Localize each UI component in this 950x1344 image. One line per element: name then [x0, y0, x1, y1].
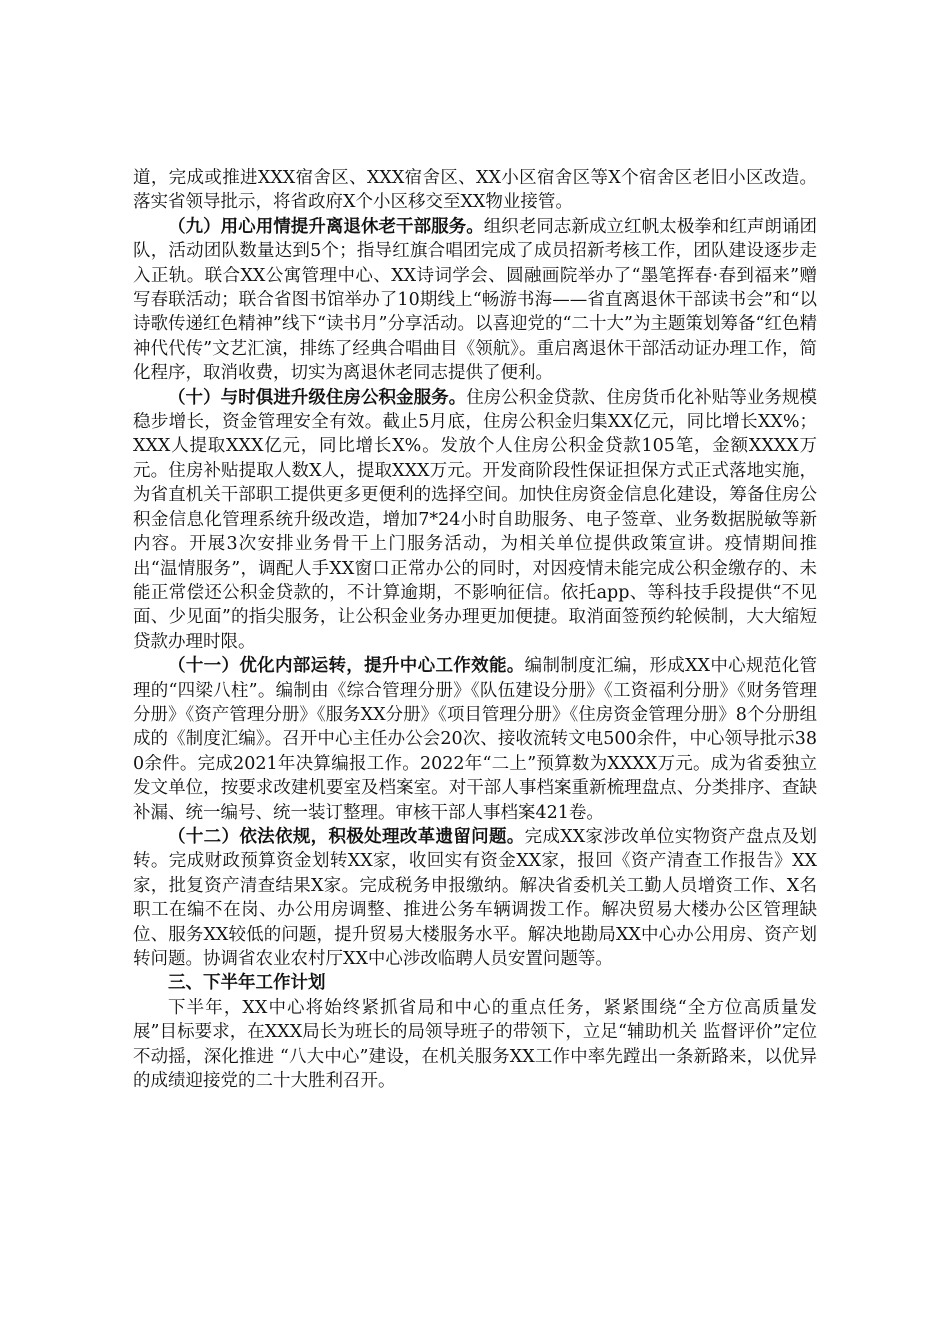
paragraph-second-half-plan	[133, 996, 817, 1094]
paragraph-text: 住房公积金贷款、住房货币化补贴等业务规模稳步增长，资金管理安全有效。截止5月底，住房公积金归集XX亿元，同比增长XX%；XXX人提取XXX亿元，同比增长X%。发放个人住房公积金贷款105笔，金额XXXX万元。住房补贴提取人数X人，提取XXX万元。开发商阶段性保证担保方式正式落地实施，为省直机关干部职工提供更多更便利的选择空间。加快住房资金信息化建设，筹备住房公积金信息化管理系统升级改造，增加7*24小时自助服务、电子签章、业务数据脱敏等新内容。开展3次安排业务骨干上门服务活动，为相关单位提供政策宣讲。疫情期间推出“温情服务”，调配人手XX窗口正常办公的同时，对因疫情未能完成公积金缴存的、未能正常偿还公积金贷款的，不计算逾期，不影响征信。依托app、等科技手段提供“不见面、少见面”的指尖服务，让公积金业务办理更加便捷。取消面签预约轮候制，大大缩短贷款办理时限。	[133, 387, 818, 652]
paragraph-housing-fund-service	[133, 386, 817, 654]
paragraph-reform-legacy-issues	[133, 825, 817, 971]
paragraph-heading: （十二）依法依规，积极处理改革遗留问题。	[168, 826, 525, 847]
paragraph-continuation	[133, 166, 817, 215]
section-heading-text: 三、下半年工作计划	[168, 973, 326, 994]
paragraph-heading: （十一）优化内部运转，提升中心工作效能。	[168, 656, 525, 677]
paragraph-retired-cadre-service	[133, 215, 817, 386]
section-heading-second-half-plan	[133, 971, 817, 995]
paragraph-heading: （十）与时俱进升级住房公积金服务。	[168, 387, 467, 408]
paragraph-internal-operation	[133, 654, 817, 825]
document-body	[133, 166, 817, 1093]
paragraph-text: 编制制度汇编，形成XX中心规范化管理的“四梁八柱”。编制由《综合管理分册》《队伍建设分册》《工资福利分册》《财务管理分册》《资产管理分册》《服务XX分册》《项目管理分册》《住房资金管理分册》8个分册组成的《制度汇编》。召开中心主任办公会20次、接收流转文电500余件，中心领导批示380余件。完成2021年决算编报工作。2022年“二上”预算数为XXXX万元。成为省委独立发文单位，按要求改建机要室及档案室。对干部人事档案重新梳理盘点、分类排序、查缺补漏、统一编号、统一装订整理。审核干部人事档案421卷。	[133, 656, 818, 823]
paragraph-text: 下半年，XX中心将始终紧抓省局和中心的重点任务，紧紧围绕“全方位高质量发展”目标要求，在XXX局长为班长的局领导班子的带领下，立足“辅助机关 监督评价”定位不动摇，深化推进 “八大中心”建设，在机关服务XX工作中率先蹚出一条新路来，以优异的成绩迎接党的二十大胜利召开。	[133, 997, 817, 1092]
paragraph-text: 道，完成或推进XXX宿舍区、XXX宿舍区、XX小区宿舍区等X个宿舍区老旧小区改造。落实省领导批示，将省政府X个小区移交至XX物业接管。	[133, 168, 817, 213]
paragraph-text: 完成XX家涉改单位实物资产盘点及划转。完成财政预算资金划转XX家，收回实有资金XX家，报回《资产清查工作报告》XX家，批复资产清查结果X家。完成税务申报缴纳。解决省委机关工勤人员增资工作、X名职工在编不在岗、办公用房调整、推进公务车辆调拨工作。解决贸易大楼办公区管理缺位、服务XX较低的问题，提升贸易大楼服务水平。解决地勘局XX中心办公用房、资产划转问题。协调省农业农村厅XX中心涉改临聘人员安置问题等。	[133, 826, 818, 969]
paragraph-text: 组织老同志新成立红帆太极拳和红声朗诵团队，活动团队数量达到5个；指导红旗合唱团完成了成员招新考核工作，团队建设逐步走入正轨。联合XX公寓管理中心、XX诗词学会、圆融画院举办了“墨笔挥春·春到福来”赠写春联活动；联合省图书馆举办了10期线上“畅游书海——省直离退休干部读书会”和“以诗歌传递红色精神”线下“读书月”分享活动。以喜迎党的“二十大”为主题策划筹备“红色精神代代传”文艺汇演，排练了经典合唱曲目《领航》。重启离退休干部活动证办理工作，简化程序，取消收费，切实为离退休老同志提供了便利。	[133, 216, 817, 384]
paragraph-heading: （九）用心用情提升离退休老干部服务。	[168, 216, 484, 237]
